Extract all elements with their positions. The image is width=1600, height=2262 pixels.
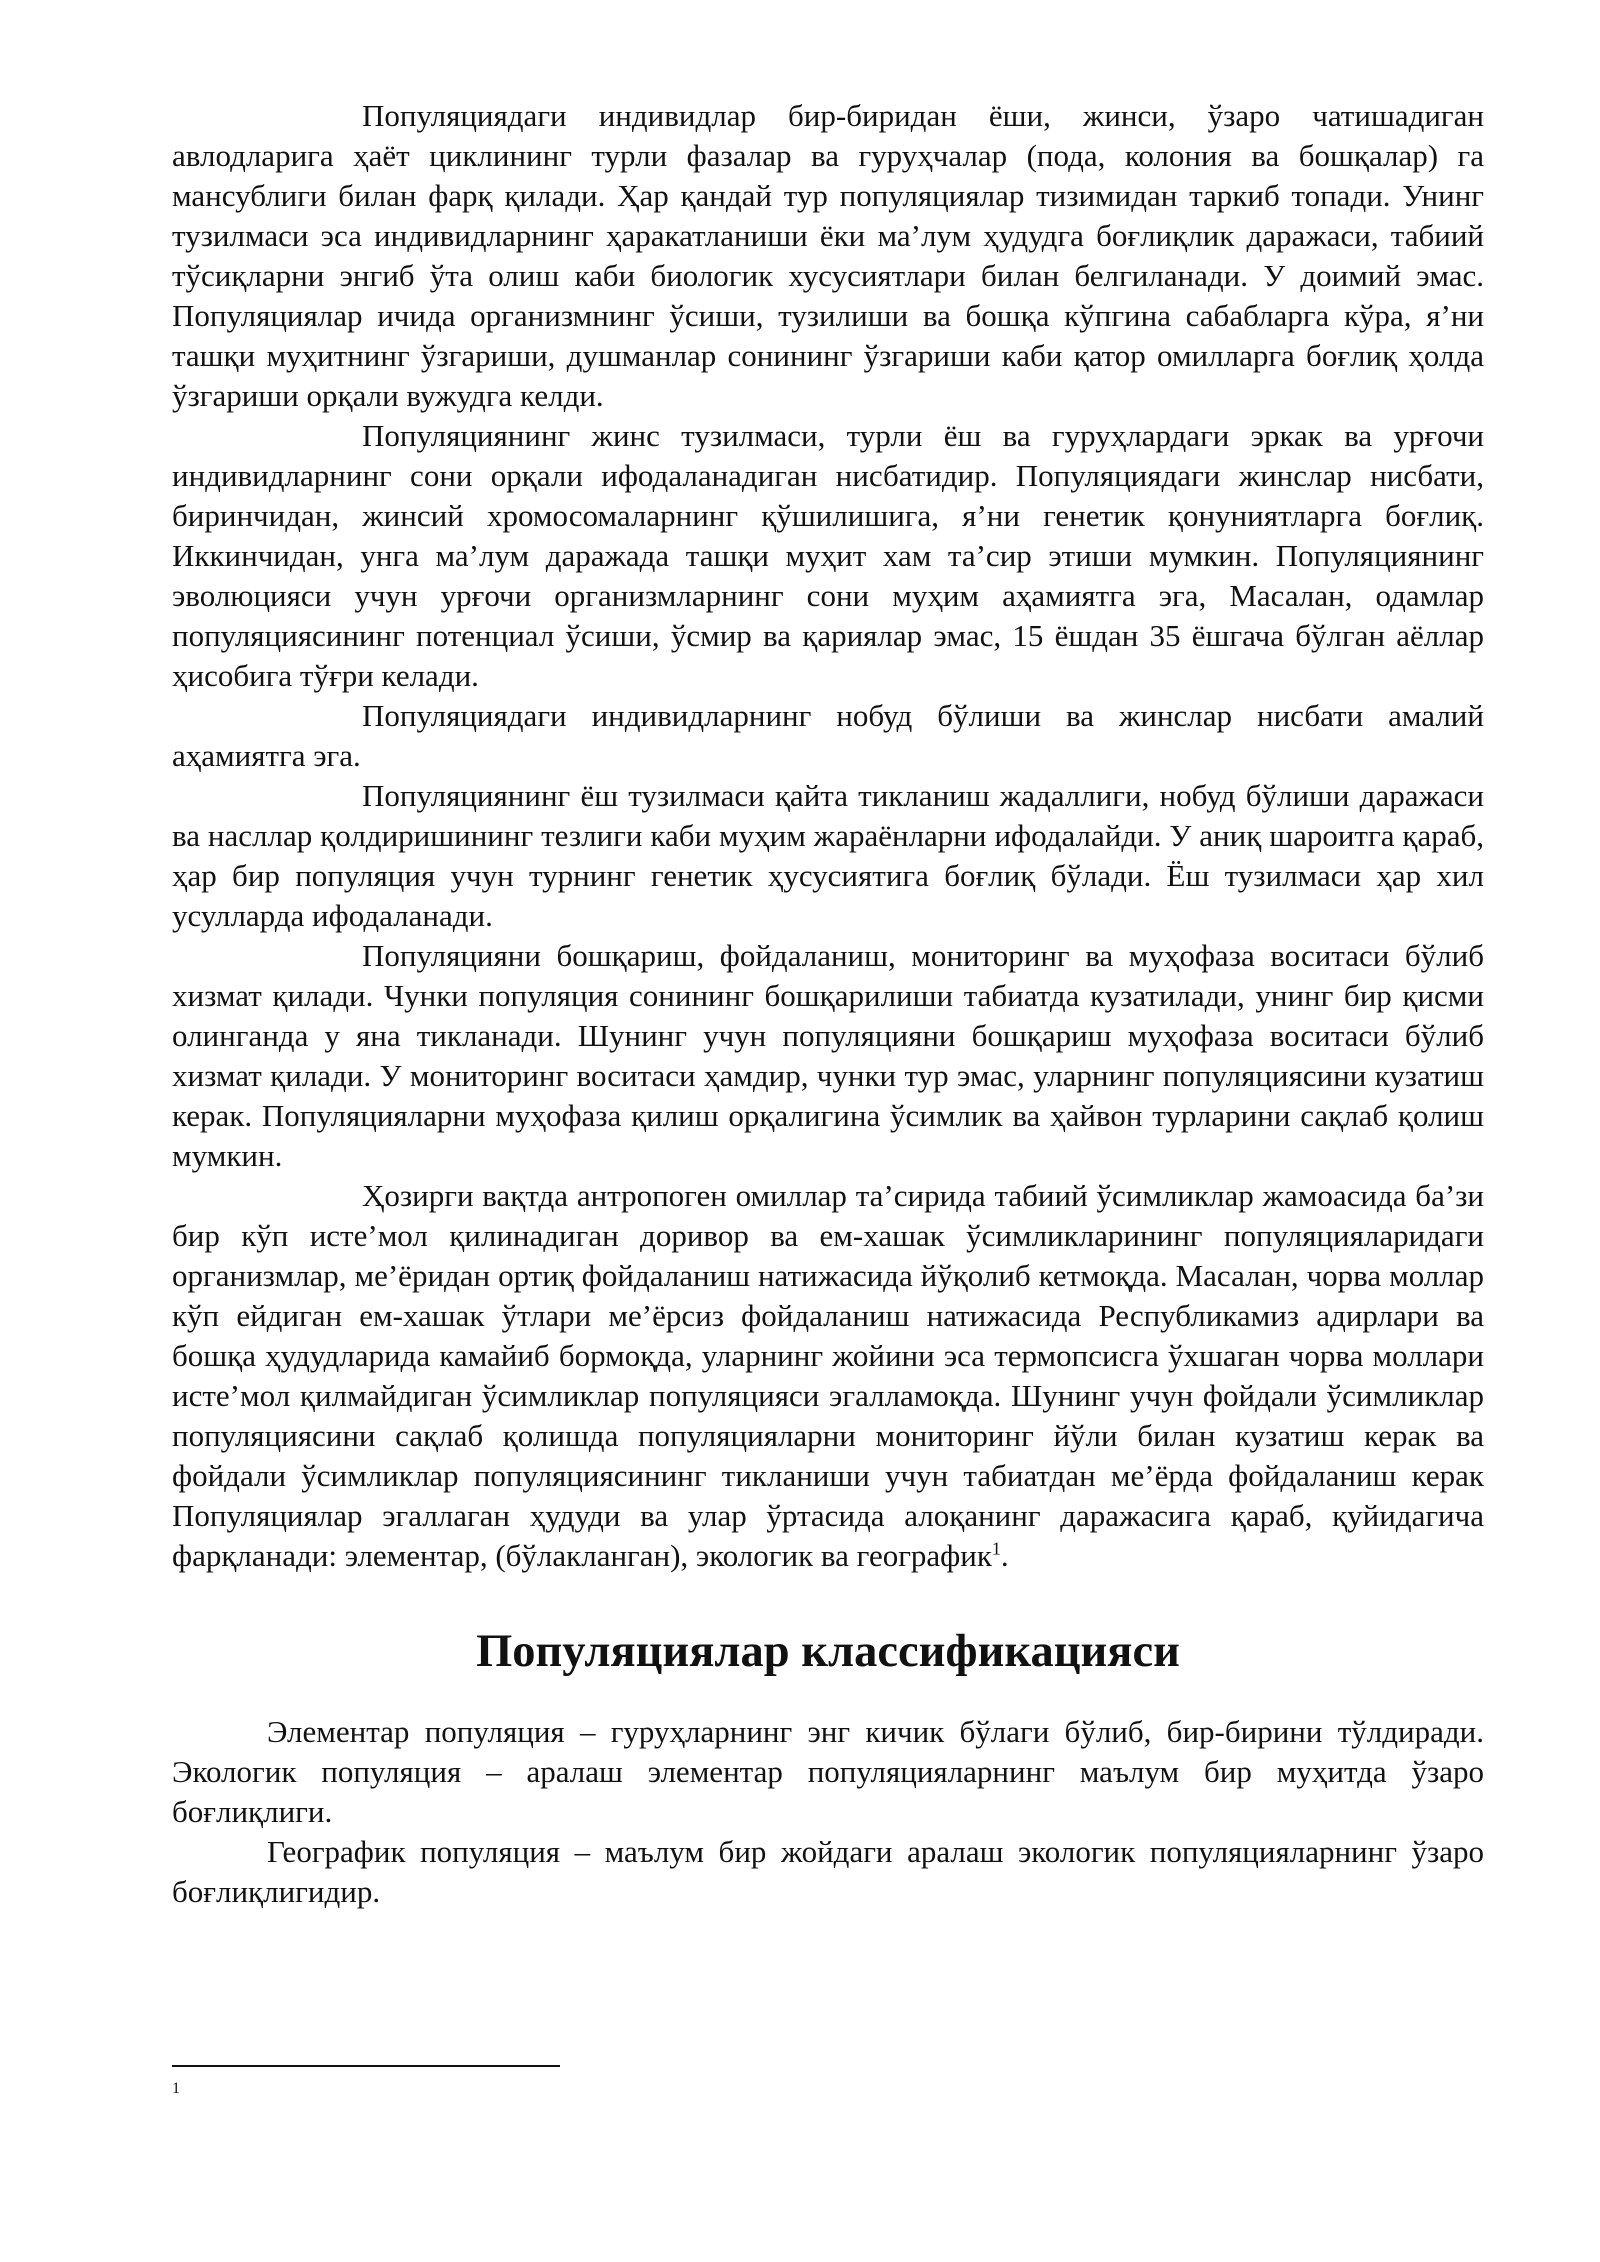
paragraph-elementary-ecological: Элементар популяция – гуруҳларнинг энг кичик бўлаги бўлиб, бир-бирини тўлдиради. Экологик популяция – аралаш элементар популяцияларнинг маълум бир муҳитда ўзаро боғлиқлиги.: [172, 1714, 1484, 1829]
paragraph-anthropogenic: [172, 1176, 1484, 1576]
paragraph-end-period: .: [1000, 1538, 1009, 1573]
paragraph-mortality: Популяциядаги индивидларнинг нобуд бўлиши ва жинслар нисбати амалий аҳамиятга эга.: [172, 698, 1484, 773]
footnote-reference[interactable]: 1: [991, 1538, 1001, 1559]
paragraph-individual-differences: Популяциядаги индивидлар бир-биридан ёши, жинси, ўзаро чатишадиган авлодларига ҳаёт циклининг турли фазалар ва гуруҳчалар (пода, колония ва бошқалар) га мансублиги билан фарқ қилади. Ҳар қандай тур популяциялар тизимидан таркиб топади. Унинг тузилмаси эса индивидларнинг ҳаракатланиши ёки ма’лум ҳудудга боғлиқлик даражаси, табиий тўсиқларни энгиб ўта олиш каби биологик хусусиятлари билан белгиланади. У доимий эмас. Популяциялар ичида организмнинг ўсиши, тузилиши ва бошқа кўпгина сабабларга кўра, я’ни ташқи муҳитнинг ўзгариши, душманлар сонининг ўзгариши каби қатор омилларга боғлиқ ҳолда ўзгариши орқали вужудга келди.: [172, 98, 1484, 413]
footnote-separator: [172, 2065, 560, 2067]
document-page: [172, 96, 1484, 1912]
paragraph-management: Популяцияни бошқариш, фойдаланиш, мониторинг ва муҳофаза воситаси бўлиб хизмат қилади. Чунки популяция сонининг бошқарилиши табиатда кузатилади, унинг бир қисми олинганда у яна тикланади. Шунинг учун популяцияни бошқариш муҳофаза воситаси бўлиб хизмат қилади. У мониторинг воситаси ҳамдир, чунки тур эмас, уларнинг популяциясини кузатиш керак. Популяцияларни муҳофаза қилиш орқалигина ўсимлик ва ҳайвон турларини сақлаб қолиш мумкин.: [172, 938, 1484, 1173]
paragraph-sex-structure: Популяциянинг жинс тузилмаси, турли ёш ва гуруҳлардаги эркак ва урғочи индивидларнинг сони орқали ифодаланадиган нисбатидир. Популяциядаги жинслар нисбати, биринчидан, жинсий хромосомаларнинг қўшилишига, я’ни генетик қонуниятларга боғлиқ. Иккинчидан, унга ма’лум даражада ташқи муҳит хам та’сир этиши мумкин. Популяциянинг эволюцияси учун урғочи организмларнинг сони муҳим аҳамиятга эга, Масалан, одамлар популяциясининг потенциал ўсиши, ўсмир ва қариялар эмас, 15 ёшдан 35 ёшгача бўлган аёллар ҳисобига тўғри келади.: [172, 418, 1484, 693]
section-heading: Популяциялар классификацияси: [476, 1626, 1180, 1677]
paragraph-anthropogenic-text: Ҳозирги вақтда антропоген омиллар та’сирида табиий ўсимликлар жамоасида ба’зи бир кўп исте’мол қилинадиган доривор ва ем-хашак ўсимликларининг популяцияларидаги организмлар, ме’ёридан ортиқ фойдаланиш натижасида йўқолиб кетмоқда. Масалан, чорва моллар кўп ейдиган ем-хашак ўтлари ме’ёрсиз фойдаланиш натижасида Республикамиз адирлари ва бошқа ҳудудларида камайиб бормоқда, уларнинг жойини эса термопсисга ўхшаган чорва моллари исте’мол қилмайдиган ўсимликлар популяцияси эгалламоқда. Шунинг учун фойдали ўсимликлар популяциясини сақлаб қолишда популяцияларни мониторинг йўли билан кузатиш керак ва фойдали ўсимликлар популяциясининг тикланиши учун табиатдан ме’ёрда фойдаланиш керак Популяциялар эгаллаган ҳудуди ва улар ўртасида алоқанинг даражасига қараб, қуйидагича фарқланади: элементар, (бўлакланган), экологик ва географик: [172, 1178, 1484, 1573]
paragraph-age-structure: Популяциянинг ёш тузилмаси қайта тикланиш жадаллиги, нобуд бўлиши даражаси ва насллар қолдиришининг тезлиги каби муҳим жараёнларни ифодалайди. У аниқ шароитга қараб, ҳар бир популяция учун турнинг генетик ҳусусиятига боғлиқ бўлади. Ёш тузилмаси ҳар хил усулларда ифодаланади.: [172, 778, 1484, 933]
paragraph-geographic: Географик популяция – маълум бир жойдаги аралаш экологик популяцияларнинг ўзаро боғлиқлигидир.: [172, 1834, 1484, 1909]
footnote-number: 1: [172, 2080, 180, 2097]
